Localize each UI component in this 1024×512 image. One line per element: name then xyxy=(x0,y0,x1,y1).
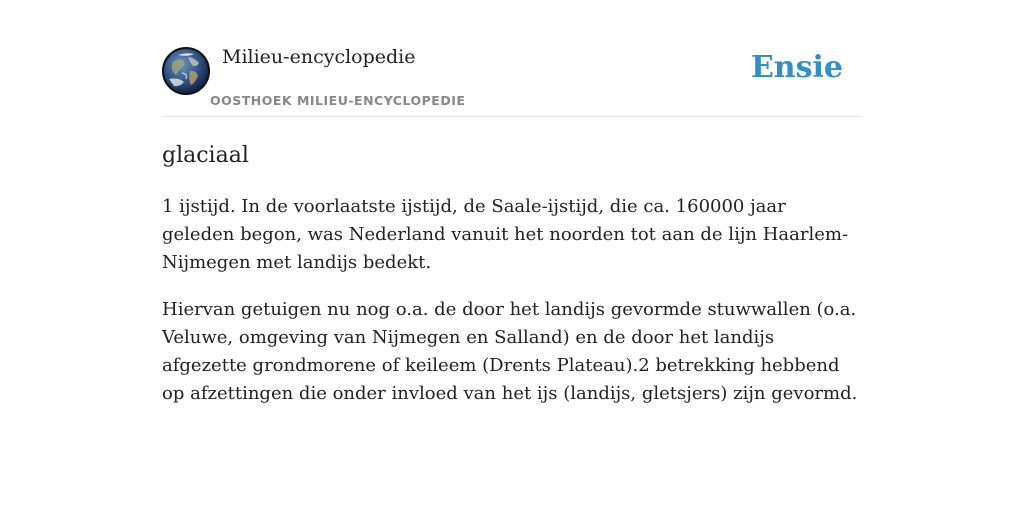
definition-paragraph-1: 1 ijstijd. In de voorlaatste ijstijd, de Saale-ijstijd, die ca. 160000 jaar geleden begon, was Nederland vanuit het noorden tot aan de lijn Haarlem-Nijmegen met landijs bedekt. xyxy=(162,196,849,273)
page-container xyxy=(162,0,862,408)
term-title: glaciaal xyxy=(162,143,249,168)
ensie-brand-link[interactable]: Ensie xyxy=(750,50,843,85)
earth-globe-icon[interactable] xyxy=(162,47,210,95)
site-title[interactable]: Milieu-encyclopedie xyxy=(222,46,416,68)
definition-paragraph-2: Hiervan getuigen nu nog o.a. de door het landijs gevormde stuwwallen (o.a. Veluwe, omgeving van Nijmegen en Salland) en de door het landijs afgezette grondmorene of keileem (Drents Plateau).2 betrekking hebbend op afzettingen die onder invloed van het ijs (landijs, gletsjers) zijn gevormd. xyxy=(162,299,858,404)
site-subtitle: OOSTHOEK MILIEU-ENCYCLOPEDIE xyxy=(210,93,466,108)
site-header xyxy=(162,0,862,117)
